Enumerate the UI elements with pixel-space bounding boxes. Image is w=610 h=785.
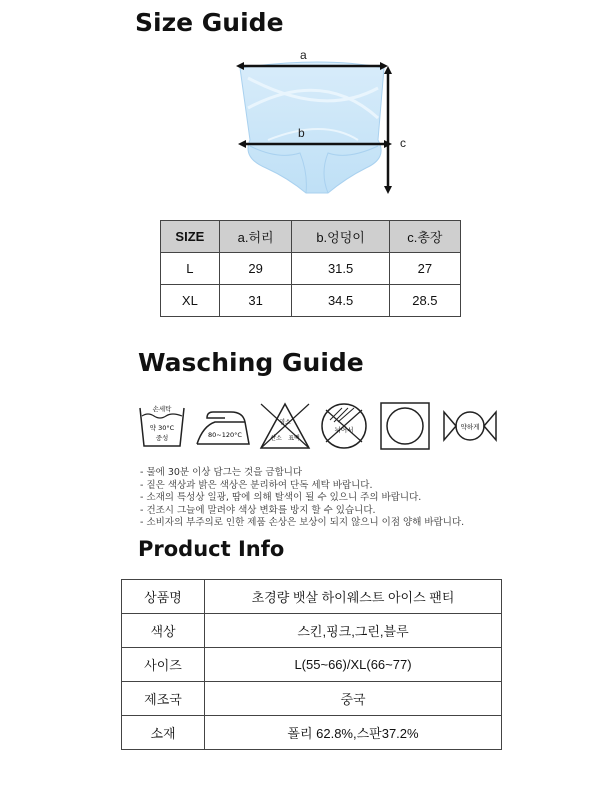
table-cell: XL — [161, 285, 220, 317]
size-table — [160, 220, 461, 317]
svg-text:중성: 중성 — [155, 434, 169, 442]
table-cell: L — [161, 253, 220, 285]
row-value: 스킨,핑크,그린,블루 — [205, 614, 502, 648]
washing-guide-title: Wasching Guide — [138, 348, 364, 377]
row-value: 중국 — [205, 682, 502, 716]
svg-text:산소: 산소 — [270, 435, 282, 442]
svg-text:80~120°C: 80~120°C — [208, 431, 242, 439]
table-row — [122, 716, 502, 750]
no-dry-clean-icon — [316, 400, 372, 452]
table-row — [122, 580, 502, 614]
dimension-label-c: c — [400, 136, 406, 150]
note-line: - 소비자의 부주의로 인한 제품 손상은 보상이 되지 않으니 이점 양해 바랍니다. — [140, 517, 465, 529]
size-guide-title: Size Guide — [135, 8, 284, 37]
tumble-dry-icon — [377, 400, 433, 452]
table-cell: 29 — [219, 253, 292, 285]
table-row — [122, 648, 502, 682]
svg-text:손세탁: 손세탁 — [152, 405, 172, 413]
row-value: 폴리 62.8%,스판37.2% — [205, 716, 502, 750]
garment-illustration — [228, 48, 418, 208]
svg-text:표백: 표백 — [288, 435, 300, 442]
product-info-title: Product Info — [138, 537, 285, 561]
table-cell: 34.5 — [292, 285, 389, 317]
table-row — [161, 253, 461, 285]
row-label: 제조국 — [122, 682, 205, 716]
header-cell: a.허리 — [219, 221, 292, 253]
table-cell: 31 — [219, 285, 292, 317]
table-row — [122, 614, 502, 648]
bleach-icon — [257, 400, 313, 452]
table-cell: 27 — [389, 253, 460, 285]
dimension-label-a: a — [300, 48, 307, 62]
header-cell: SIZE — [161, 221, 220, 253]
svg-text:약 30°C: 약 30°C — [149, 424, 175, 432]
row-value: L(55~66)/XL(66~77) — [205, 648, 502, 682]
note-line: - 물에 30분 이상 담그는 것을 금합니다 — [140, 467, 303, 478]
washing-notes — [140, 467, 464, 530]
row-label: 색상 — [122, 614, 205, 648]
table-row — [122, 682, 502, 716]
note-line: - 짙은 색상과 밝은 색상은 분리하여 단독 세탁 바랍니다. — [140, 479, 373, 491]
header-cell: b.엉덩이 — [292, 221, 389, 253]
gentle-icon — [440, 400, 500, 452]
svg-text:염소: 염소 — [279, 419, 291, 426]
row-value: 초경량 뱃살 하이웨스트 아이스 팬티 — [205, 580, 502, 614]
svg-text:뉘어서: 뉘어서 — [334, 426, 354, 434]
note-line: - 건조시 그늘에 말려야 색상 변화를 방지 할 수 있습니다. — [140, 504, 376, 516]
table-cell: 28.5 — [389, 285, 460, 317]
hand-wash-icon — [134, 400, 190, 452]
table-row — [161, 285, 461, 317]
svg-text:약하게: 약하게 — [460, 423, 480, 431]
row-label: 소재 — [122, 716, 205, 750]
row-label: 상품명 — [122, 580, 205, 614]
iron-icon — [193, 400, 253, 452]
row-label: 사이즈 — [122, 648, 205, 682]
note-line: - 소재의 특성상 일광, 땀에 의해 탈색이 될 수 있으니 주의 바랍니다. — [140, 492, 422, 504]
size-table-header — [161, 221, 461, 253]
header-cell: c.총장 — [389, 221, 460, 253]
dimension-label-b: b — [298, 126, 305, 140]
product-info-table — [121, 579, 502, 750]
table-cell: 31.5 — [292, 253, 389, 285]
